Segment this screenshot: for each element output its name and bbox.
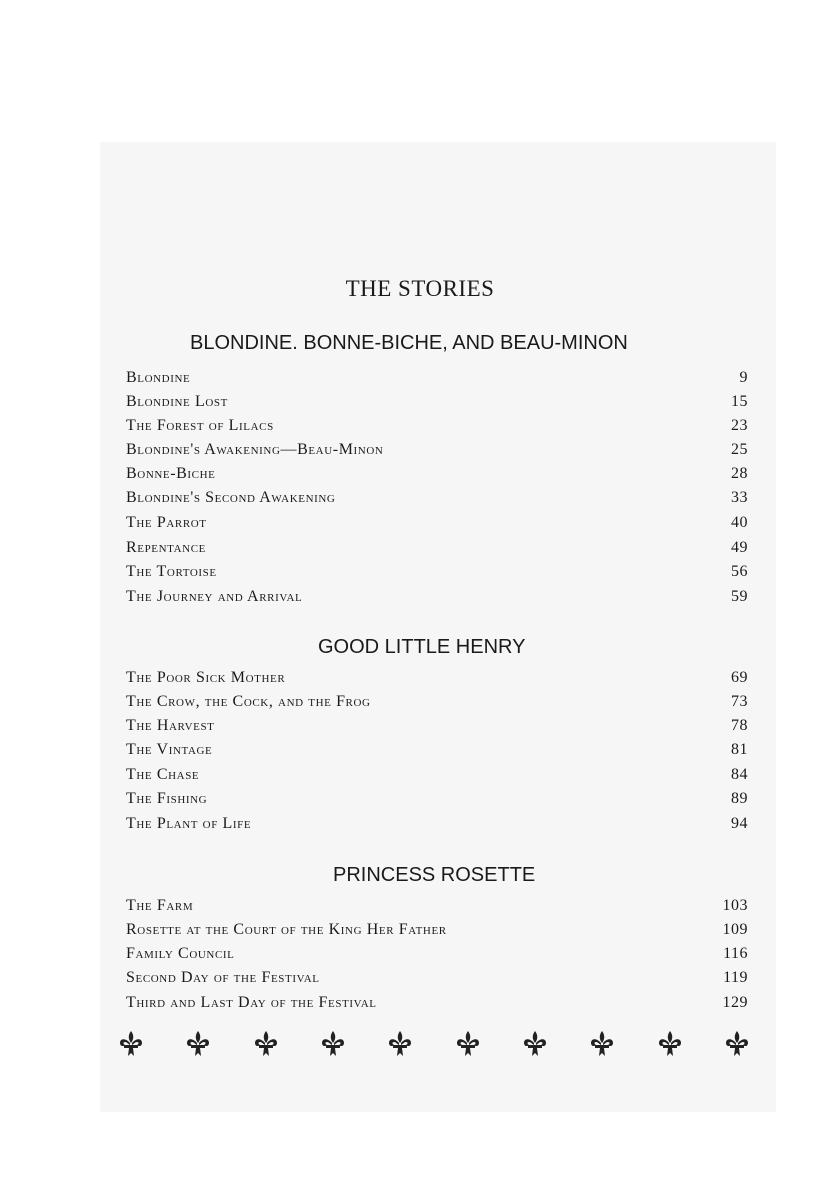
entry-page: 89 (731, 790, 748, 807)
entry-title: Repentance (126, 539, 206, 556)
entry-page: 23 (731, 417, 748, 434)
entry-page: 33 (731, 489, 748, 506)
fleur-de-lis-icon (724, 1030, 750, 1058)
toc-entry (126, 369, 748, 391)
entry-page: 129 (722, 994, 748, 1011)
toc-entry (126, 563, 748, 585)
entry-page: 59 (731, 588, 748, 605)
entry-page: 69 (731, 669, 748, 686)
entry-title: The Plant of Life (126, 815, 252, 832)
fleur-de-lis-icon (185, 1030, 211, 1058)
toc-entry (126, 766, 748, 788)
fleur-de-lis-icon (253, 1030, 279, 1058)
entry-page: 56 (731, 563, 748, 580)
toc-entry (126, 441, 748, 463)
fleur-de-lis-icon (320, 1030, 346, 1058)
fleur-de-lis-icon (455, 1030, 481, 1058)
entry-title: The Vintage (126, 741, 213, 758)
entry-title: The Fishing (126, 790, 208, 807)
toc-entry (126, 514, 748, 536)
toc-entry (126, 539, 748, 561)
fleur-de-lis-icon (657, 1030, 683, 1058)
entry-title: The Poor Sick Mother (126, 669, 286, 686)
toc-entry (126, 921, 748, 943)
entry-page: 49 (731, 539, 748, 556)
fleur-de-lis-icon (387, 1030, 413, 1058)
entry-title: Blondine's Awakening—Beau-Minon (126, 441, 384, 458)
entry-page: 15 (731, 393, 748, 410)
entry-title: Second Day of the Festival (126, 969, 320, 986)
entry-title: The Forest of Lilacs (126, 417, 274, 434)
entry-title: Family Council (126, 945, 235, 962)
entry-title: The Parrot (126, 514, 207, 531)
ornament-row (118, 1028, 750, 1060)
section-heading-henry: GOOD LITTLE HENRY (318, 636, 526, 658)
entry-page: 109 (722, 921, 748, 938)
entry-page: 81 (731, 741, 748, 758)
entry-page: 94 (731, 815, 748, 832)
section-heading-rosette: PRINCESS ROSETTE (333, 864, 536, 886)
entry-title: Bonne-Biche (126, 465, 216, 482)
toc-entry (126, 994, 748, 1016)
entry-title: The Crow, the Cock, and the Frog (126, 693, 371, 710)
entry-title: The Journey and Arrival (126, 588, 303, 605)
toc-entry (126, 897, 748, 919)
entry-title: The Farm (126, 897, 194, 914)
entry-page: 28 (731, 465, 748, 482)
toc-entry (126, 588, 748, 610)
toc-entry (126, 393, 748, 415)
fleur-de-lis-icon (589, 1030, 615, 1058)
entry-page: 40 (731, 514, 748, 531)
entry-page: 116 (723, 945, 748, 962)
section-heading-blondine: BLONDINE. BONNE-BICHE, AND BEAU-MINON (190, 332, 628, 354)
toc-entry (126, 693, 748, 715)
toc-entry (126, 790, 748, 812)
entry-title: Rosette at the Court of the King Her Father (126, 921, 447, 938)
entry-title: Blondine (126, 369, 191, 386)
entry-title: Blondine Lost (126, 393, 228, 410)
toc-entry (126, 417, 748, 439)
fleur-de-lis-icon (118, 1030, 144, 1058)
entry-page: 103 (722, 897, 748, 914)
toc-entry (126, 815, 748, 837)
toc-entry (126, 489, 748, 511)
toc-entry (126, 465, 748, 487)
toc-entry (126, 945, 748, 967)
page-title: THE STORIES (345, 276, 495, 301)
entry-page: 119 (723, 969, 748, 986)
entry-page: 84 (731, 766, 748, 783)
entry-title: The Chase (126, 766, 200, 783)
entry-title: Third and Last Day of the Festival (126, 994, 377, 1011)
entry-page: 78 (731, 717, 748, 734)
fleur-de-lis-icon (522, 1030, 548, 1058)
toc-entry (126, 741, 748, 763)
entry-page: 25 (731, 441, 748, 458)
toc-entry (126, 669, 748, 691)
entry-title: Blondine's Second Awakening (126, 489, 336, 506)
toc-entry (126, 717, 748, 739)
toc-entry (126, 969, 748, 991)
entry-page: 73 (731, 693, 748, 710)
entry-page: 9 (739, 369, 748, 386)
entry-title: The Harvest (126, 717, 215, 734)
entry-title: The Tortoise (126, 563, 217, 580)
